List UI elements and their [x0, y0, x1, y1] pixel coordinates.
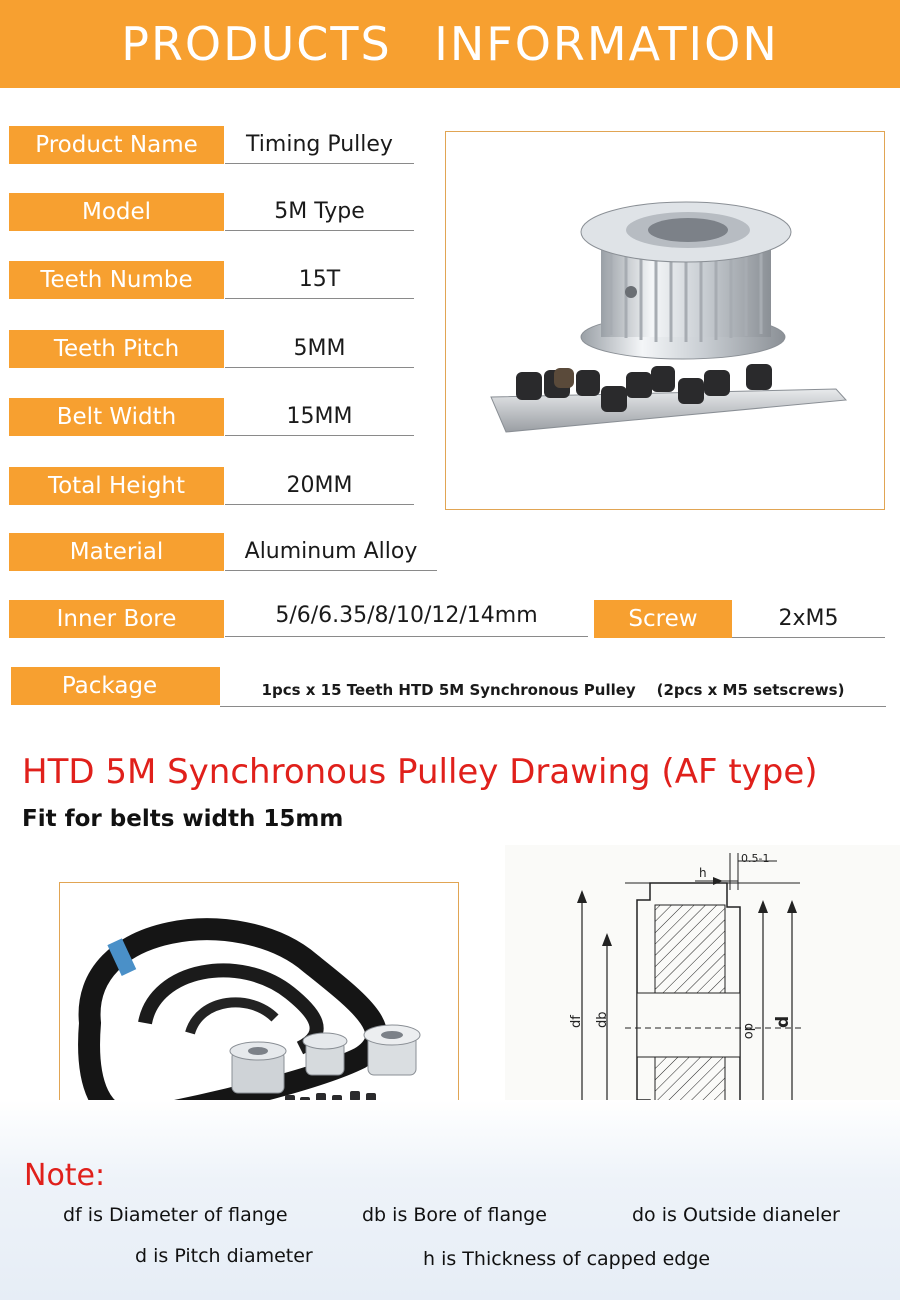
d-label: d: [773, 1015, 793, 1028]
db-label: db: [595, 1011, 610, 1028]
inner-bore-label: Inner Bore: [9, 600, 224, 638]
product-name-label: Product Name: [9, 126, 224, 164]
do-label: do: [741, 1023, 756, 1040]
screw-label: Screw: [594, 600, 732, 638]
flange-tolerance-label: 0.5-1: [741, 852, 770, 865]
belt-width-label: Belt Width: [9, 398, 224, 436]
page-title: PRODUCTS INFORMATION: [121, 17, 779, 71]
teeth-pitch-value: 5MM: [225, 330, 414, 368]
note-do: do is Outside dianeler: [632, 1204, 840, 1226]
model-label: Model: [9, 193, 224, 231]
belt-width-value: 15MM: [225, 398, 414, 436]
note-title: Note:: [24, 1158, 106, 1193]
pulley-photo: [445, 131, 885, 510]
inner-bore-value: 5/6/6.35/8/10/12/14mm: [225, 597, 588, 637]
note-db: db is Bore of flange: [362, 1204, 547, 1226]
material-label: Material: [9, 533, 224, 571]
df-label: df: [569, 1015, 584, 1028]
note-h: h is Thickness of capped edge: [423, 1248, 711, 1270]
model-value: 5M Type: [225, 193, 414, 231]
screw-value: 2xM5: [732, 600, 885, 638]
package-value: 1pcs x 15 Teeth HTD 5M Synchronous Pulley (2pcs x M5 setscrews): [220, 667, 886, 707]
note-df: df is Diameter of flange: [63, 1204, 288, 1226]
drawing-title: HTD 5M Synchronous Pulley Drawing (AF type): [22, 752, 818, 792]
h-label: h: [699, 866, 707, 880]
teeth-number-label: Teeth Numbe: [9, 261, 224, 299]
note-d: d is Pitch diameter: [135, 1245, 313, 1267]
pulley-illustration: [446, 132, 885, 510]
teeth-pitch-label: Teeth Pitch: [9, 330, 224, 368]
teeth-number-value: 15T: [225, 261, 414, 299]
notes-background: [0, 1100, 900, 1300]
package-label: Package: [11, 667, 220, 705]
drawing-subtitle: Fit for belts width 15mm: [22, 806, 344, 832]
product-name-value: Timing Pulley: [225, 126, 414, 164]
material-value: Aluminum Alloy: [225, 533, 437, 571]
total-height-value: 20MM: [225, 467, 414, 505]
total-height-label: Total Height: [9, 467, 224, 505]
